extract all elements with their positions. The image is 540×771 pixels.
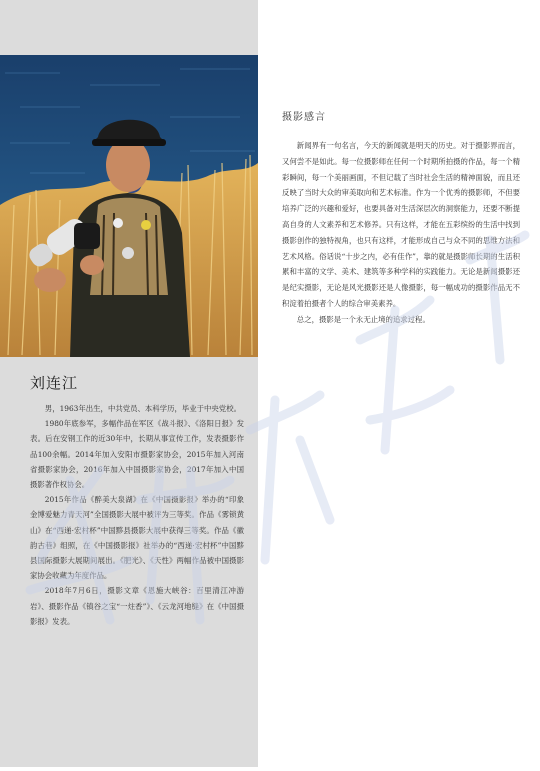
bio-paragraph: 男，1963年出生，中共党员、本科学历，毕业于中央党校。 [44,404,241,413]
essay-paragraph: 新闻界有一句名言，今天的新闻就是明天的历史。对于摄影界而言，又何尝不是如此。每一位摄影师在任何一个时期所拍摄的作品，每一个精彩瞬间，每一个美丽画面，不但记载了当时社会生活的精神面貌，而且还反映了当时大众的审美取向和艺术标准。作为一个优秀的摄影师，不但要培养广泛的兴趣和爱好，也要具备对生活深层次的洞察能力，还要不断提高自身的人文素养和艺术修养。只有这样，才能在五彩缤纷的生活中找到摄影创作的独特视角，也只有这样，才能形成自己与众不同的思维方法和艺术风格。俗话说“十步之内，必有佳作”，靠的就是摄影师长期的生活积累和丰富的文学、美术、建筑等多种学科的实践能力。无论是新闻摄影还是纪实摄影，无论是风光摄影还是人像摄影，每一幅成功的摄影作品无不积淀着拍摄者个人的综合审美素养。 [282,141,520,308]
essay-paragraph: 总之，摄影是一个永无止境的追求过程。 [296,314,430,324]
bio-paragraph: 1980年底参军，多幅作品在军区《战斗报》、《洛阳日报》发表。后在安钢工作的近30年中，长期从事宣传工作，发表摄影作品100余幅。2014年加入安阳市摄影家协会，2015年加入河南省摄影家协会，2016年加入中国摄影家协会，2017年加入中国摄影著作权协会。 [30,419,244,490]
essay-section [282,138,520,328]
bio-section [30,401,244,629]
bio-paragraph: 2015年作品《醉美大泉湖》在《中国摄影报》举办的“印象金博爱魅力青天河”全国摄影大展中被评为三等奖。作品《雾锁黄山》在“西递·宏村杯”中国黟县摄影大展中获得三等奖。作品《徽韵古巷》组照，在《中国摄影报》社举办的“西递·宏村杯”中国黟县国际摄影大展期间展出。《肥光》、《天性》两幅作品被中国摄影家协会收藏为年度作品。 [30,495,244,581]
portrait-photo [0,55,258,357]
person-name: 刘连江 [30,374,79,392]
bio-paragraph: 2018年7月6日，摄影文章《恩施大峡谷：百里清江冲游岩》、摄影作品《镇谷之宝“一炷香”》、《云龙河地缝》在《中国摄影报》发表。 [30,586,244,626]
essay-title: 摄影感言 [282,112,326,123]
